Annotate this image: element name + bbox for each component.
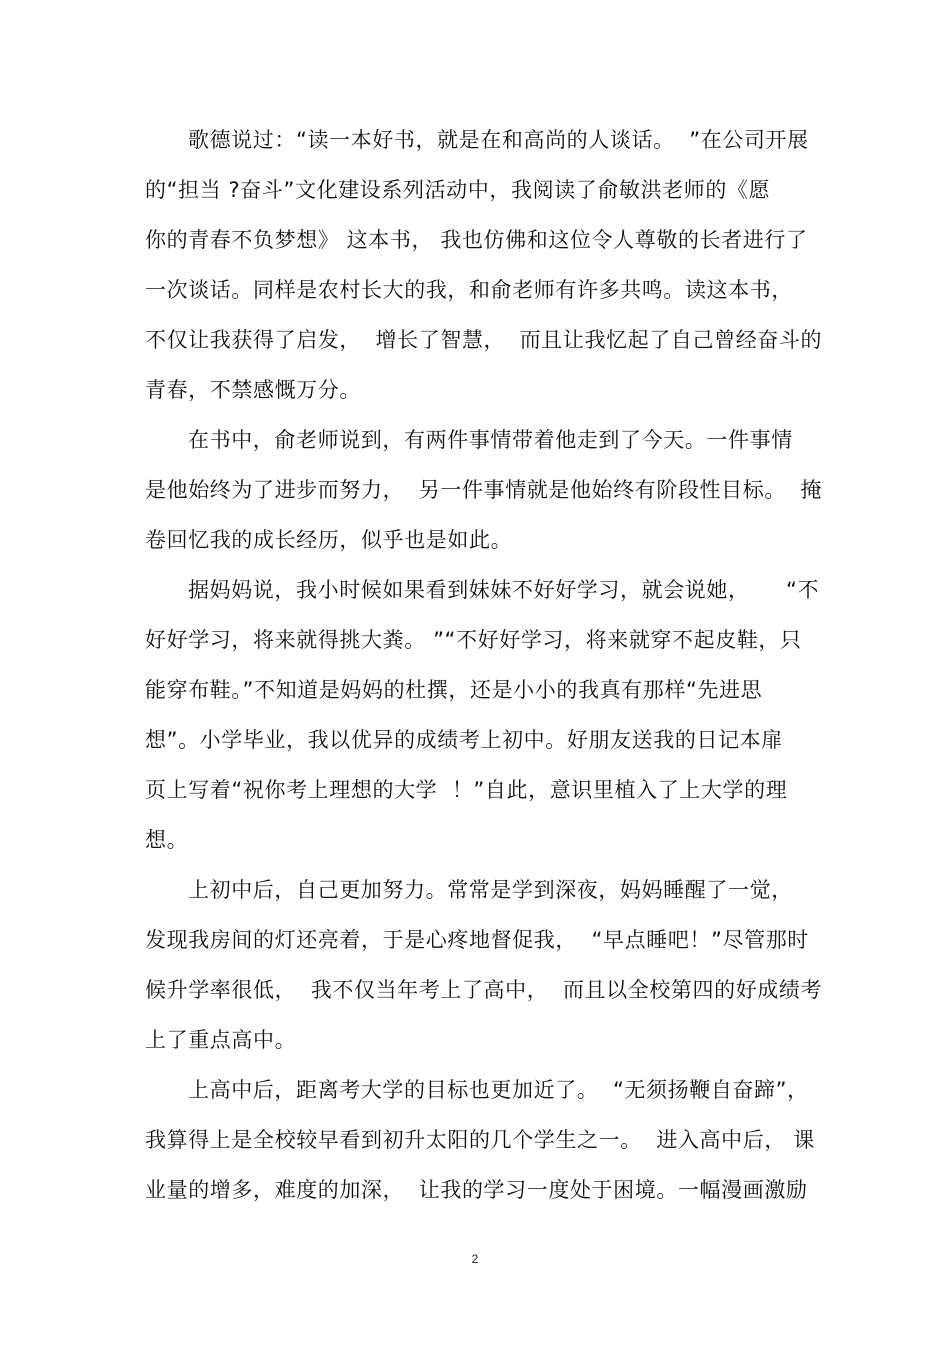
text-line: 你的青春不负梦想》 这本书， 我也仿佛和这位令人尊敬的长者进行了	[145, 228, 808, 252]
text-line: 想”。小学毕业，我以优异的成绩考上初中。好朋友送我的日记本扉	[145, 728, 783, 752]
text-line: 候升学率很低， 我不仅当年考上了高中， 而且以全校第四的好成绩考	[145, 978, 823, 1002]
text-line: 不仅让我获得了启发， 增长了智慧， 而且让我忆起了自己曾经奋斗的	[145, 328, 823, 352]
text-line: 好好学习，将来就得挑大粪。 ”“不好好学习，将来就穿不起皮鞋，只	[145, 628, 802, 652]
text-line: 是他始终为了进步而努力， 另一件事情就是他始终有阶段性目标。 掩	[145, 478, 823, 502]
text-line: 据妈妈说，我小时候如果看到妹妹不好好学习，就会说她， “不	[188, 578, 820, 602]
text-line: 发现我房间的灯还亮着，于是心疼地督促我， “早点睡吧！”尽管那时	[145, 928, 809, 952]
text-line: 青春，不禁感慨万分。	[145, 378, 361, 402]
text-line: 上了重点高中。	[145, 1028, 297, 1052]
text-line: 一次谈话。同样是农村长大的我，和俞老师有许多共鸣。读这本书，	[145, 278, 793, 302]
text-line: 页上写着“祝你考上理想的大学 ！”自此，意识里植入了上大学的理	[145, 778, 788, 802]
text-line: 歌德说过：“读一本好书，就是在和高尚的人谈话。 ”在公司开展	[188, 128, 809, 152]
text-line: 想。	[145, 828, 189, 852]
page-number: 2	[471, 1252, 479, 1266]
text-line: 业量的增多，难度的加深， 让我的学习一度处于困境。一幅漫画激励	[145, 1178, 808, 1202]
text-line: 我算得上是全校较早看到初升太阳的几个学生之一。 进入高中后， 课	[145, 1128, 815, 1152]
text-line: 能穿布鞋。”不知道是妈妈的杜撰，还是小小的我真有那样“先进思	[145, 678, 763, 702]
text-line: 上高中后，距离考大学的目标也更加近了。 “无须扬鞭自奋蹄”，	[188, 1078, 809, 1102]
text-line: 上初中后，自己更加努力。常常是学到深夜，妈妈睡醒了一觉，	[188, 878, 793, 902]
text-line: 卷回忆我的成长经历，似乎也是如此。	[145, 528, 513, 552]
text-line: 在书中，俞老师说到，有两件事情带着他走到了今天。一件事情	[188, 428, 793, 452]
text-line: 的“担当 ?奋斗”文化建设系列活动中，我阅读了俞敏洪老师的《愿	[145, 178, 771, 202]
